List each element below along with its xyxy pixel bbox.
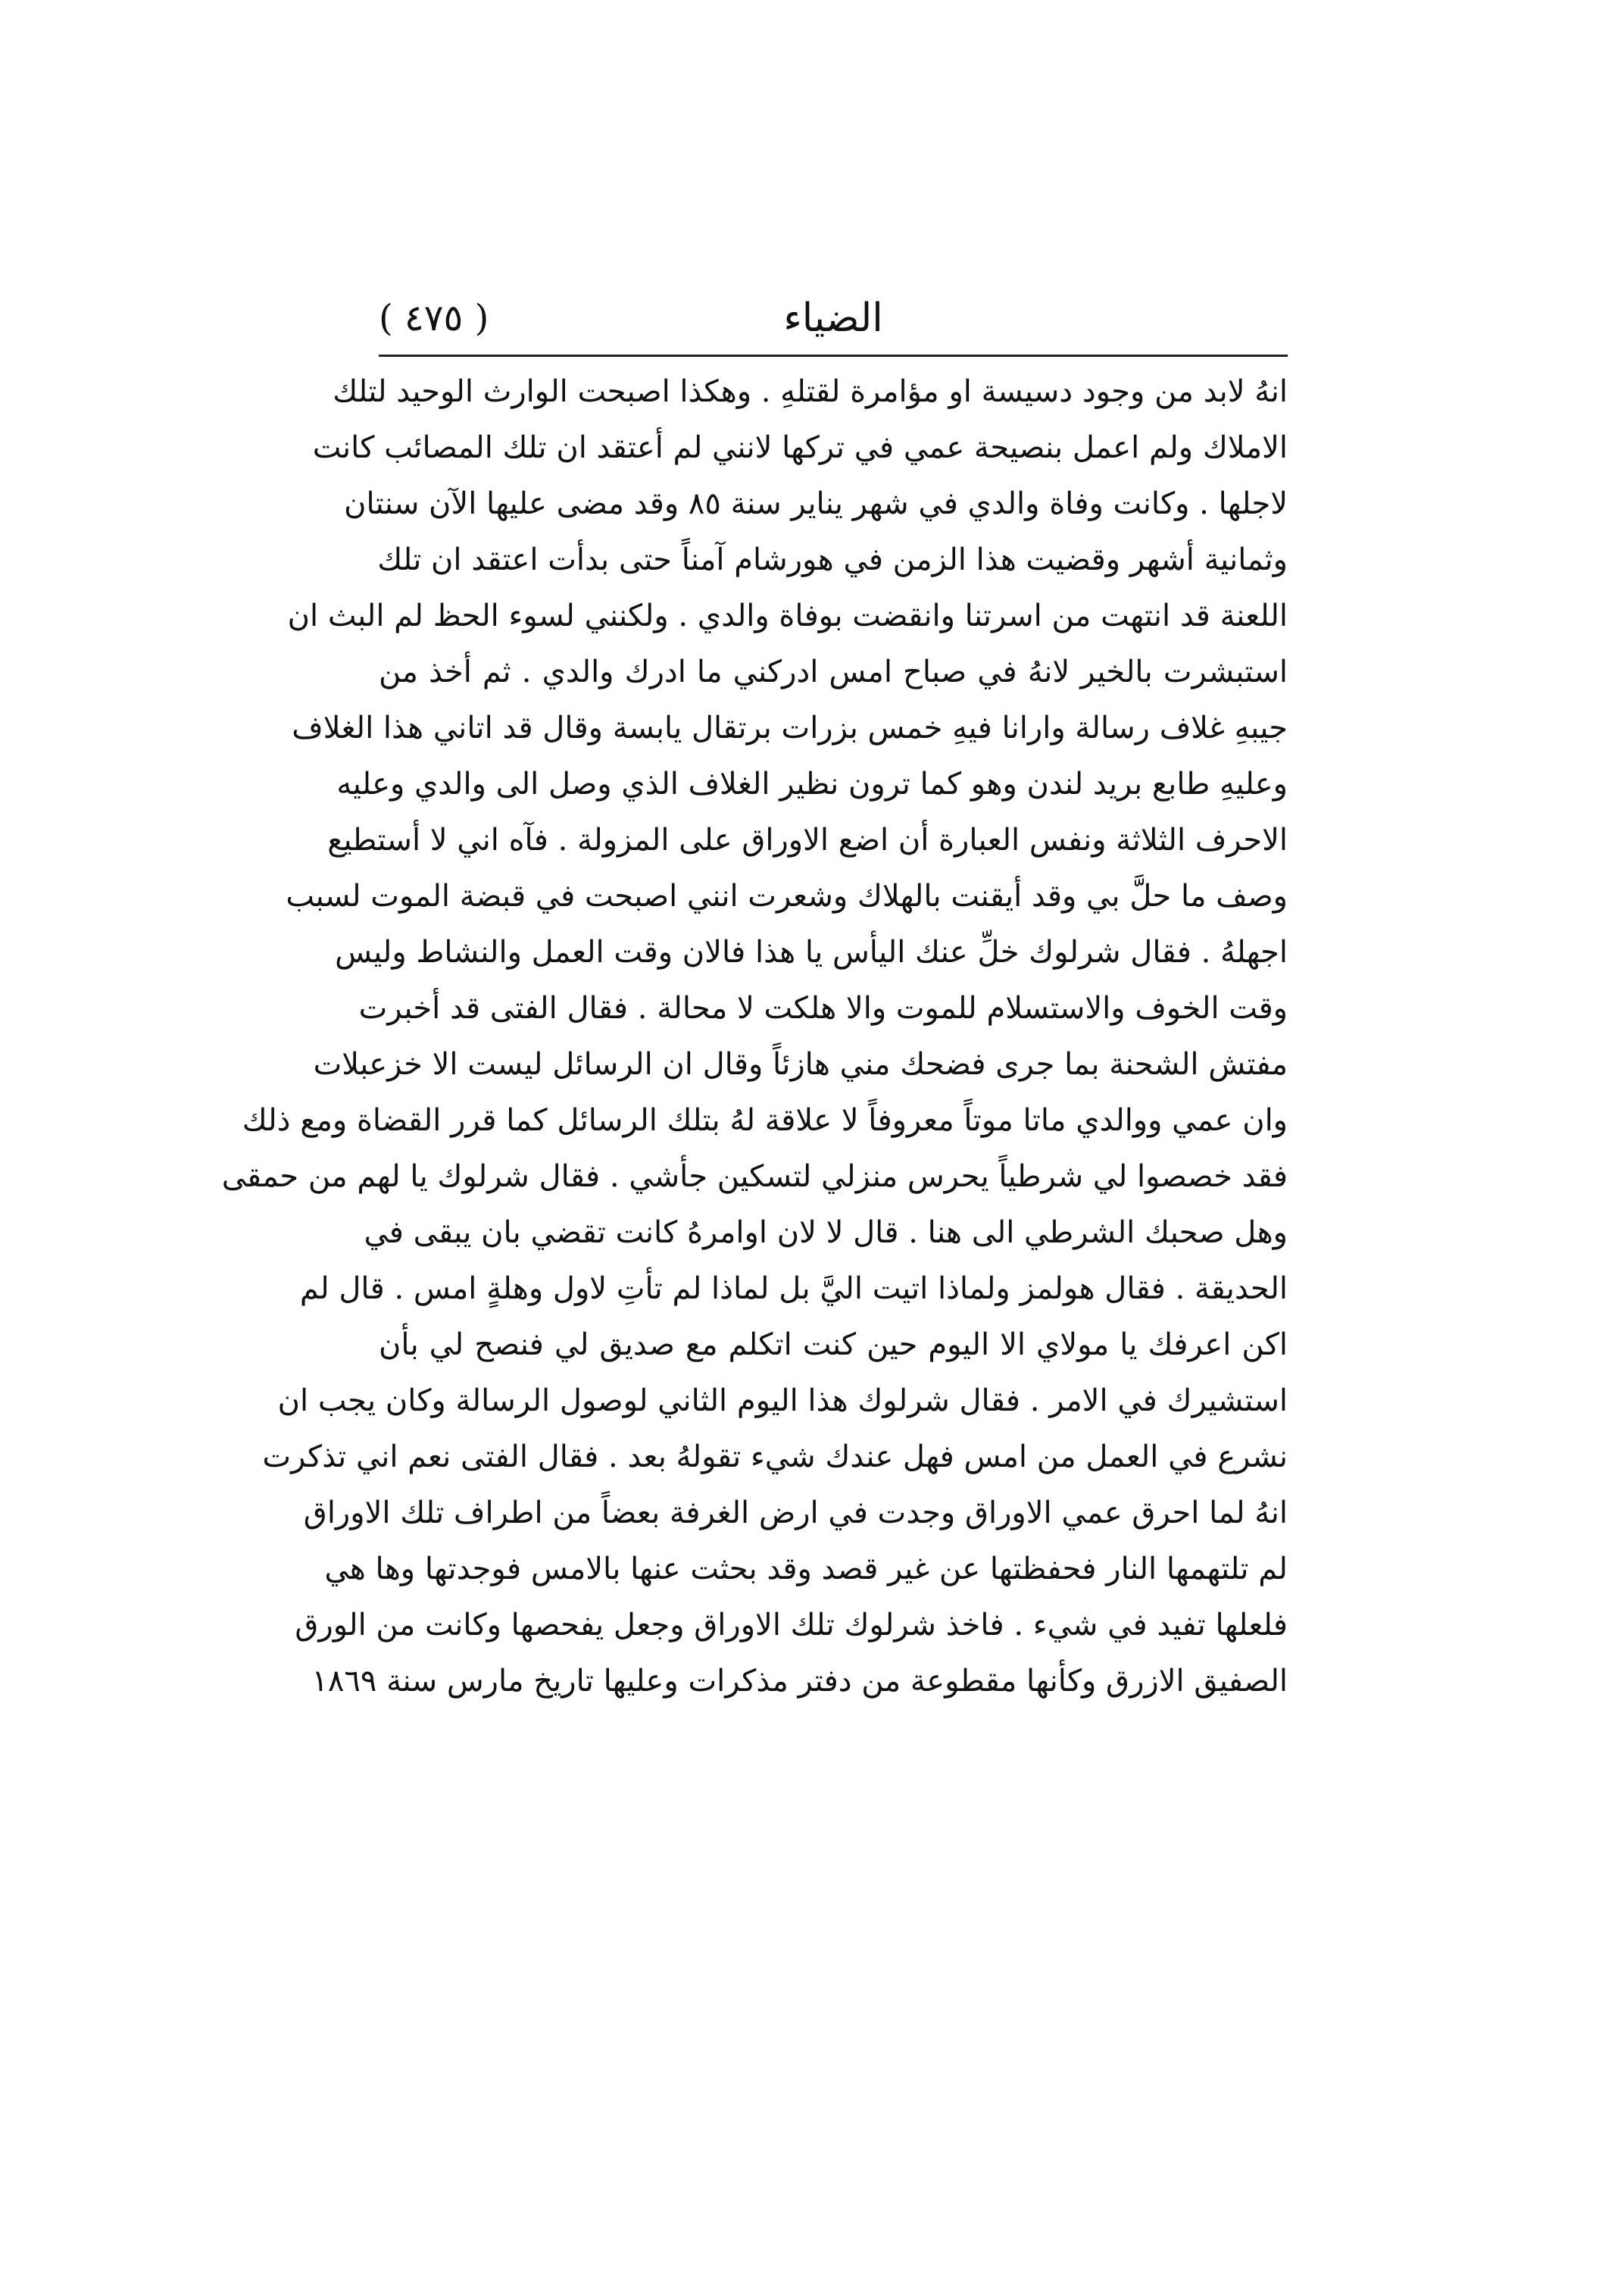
- text-line: انهُ لابد من وجود دسيسة او مؤامرة لقتلهِ . وهكذا اصبحت الوارث الوحيد لتلك: [333, 374, 1288, 409]
- running-title: الضياء: [783, 295, 883, 341]
- text-line: وان عمي ووالدي ماتا موتاً معروفاً لا علاقة لهُ بتلك الرسائل كما قرر القضاة ومع ذلك: [242, 1103, 1288, 1138]
- body-text: [221, 364, 1288, 1709]
- text-line: وقت الخوف والاستسلام للموت والا هلكت لا محالة . فقال الفتى قد أخبرت: [358, 991, 1288, 1026]
- text-line: وعليهِ طابع بريد لندن وهو كما ترون نظير الغلاف الذي وصل الى والدي وعليه: [336, 767, 1288, 802]
- text-line: انهُ لما احرق عمي الاوراق وجدت في ارض الغرفة بعضاً من اطراف تلك الاوراق: [303, 1496, 1288, 1530]
- page-header: [379, 284, 1288, 352]
- text-line: الاملاك ولم اعمل بنصيحة عمي في تركها لانني لم أعتقد ان تلك المصائب كانت: [312, 430, 1288, 465]
- text-line: استبشرت بالخير لانهُ في صباح امس ادركني ما ادرك والدي . ثم أخذ من: [379, 655, 1288, 689]
- text-line: وثمانية أشهر وقضيت هذا الزمن في هورشام آمناً حتى بدأت اعتقد ان تلك: [377, 542, 1288, 577]
- text-line: اجهلهُ . فقال شرلوك خلِّ عنك اليأس يا هذا فالان وقت العمل والنشاط وليس: [335, 935, 1288, 970]
- header-rule: [379, 355, 1288, 357]
- text-line: فقد خصصوا لي شرطياً يحرس منزلي لتسكين جأشي . فقال شرلوك يا لهم من حمقى: [221, 1159, 1288, 1194]
- text-line: لاجلها . وكانت وفاة والدي في شهر يناير سنة ٨٥ وقد مضى عليها الآن سنتان: [344, 486, 1288, 521]
- text-line: جيبهِ غلاف رسالة وارانا فيهِ خمس بزرات برتقال يابسة وقال قد اتاني هذا الغلاف: [292, 711, 1288, 745]
- text-line: الاحرف الثلاثة ونفس العبارة أن اضع الاوراق على المزولة . فآه اني لا أستطيع: [327, 823, 1288, 858]
- page-number: ( ٤٧٥ ): [379, 297, 489, 339]
- text-line: لم تلتهمها النار فحفظتها عن غير قصد وقد بحثت عنها بالامس فوجدتها وها هي: [324, 1552, 1288, 1586]
- text-line: فلعلها تفيد في شيء . فاخذ شرلوك تلك الاوراق وجعل يفحصها وكانت من الورق: [295, 1608, 1288, 1642]
- text-line: الصفيق الازرق وكأنها مقطوعة من دفتر مذكرات وعليها تاريخ مارس سنة ١٨٦٩: [311, 1664, 1288, 1699]
- text-line: اللعنة قد انتهت من اسرتنا وانقضت بوفاة والدي . ولكنني لسوء الحظ لم البث ان: [287, 599, 1288, 633]
- text-line: نشرع في العمل من امس فهل عندك شيء تقولهُ بعد . فقال الفتى نعم اني تذكرت: [262, 1439, 1288, 1474]
- text-line: اكن اعرفك يا مولاي الا اليوم حين كنت اتكلم مع صديق لي فنصح لي بأن: [379, 1327, 1288, 1362]
- text-line: استشيرك في الامر . فقال شرلوك هذا اليوم الثاني لوصول الرسالة وكان يجب ان: [277, 1383, 1288, 1418]
- text-line: وصف ما حلَّ بي وقد أيقنت بالهلاك وشعرت انني اصبحت في قبضة الموت لسبب: [286, 879, 1288, 914]
- text-line: مفتش الشحنة بما جرى فضحك مني هازئاً وقال ان الرسائل ليست الا خزعبلات: [313, 1047, 1288, 1082]
- text-line: الحديقة . فقال هولمز ولماذا اتيت اليَّ بل لماذا لم تأتِ لاول وهلةٍ امس . قال لم: [299, 1271, 1288, 1306]
- text-line: وهل صحبك الشرطي الى هنا . قال لا لان اوامرهُ كانت تقضي بان يبقى في: [364, 1215, 1288, 1250]
